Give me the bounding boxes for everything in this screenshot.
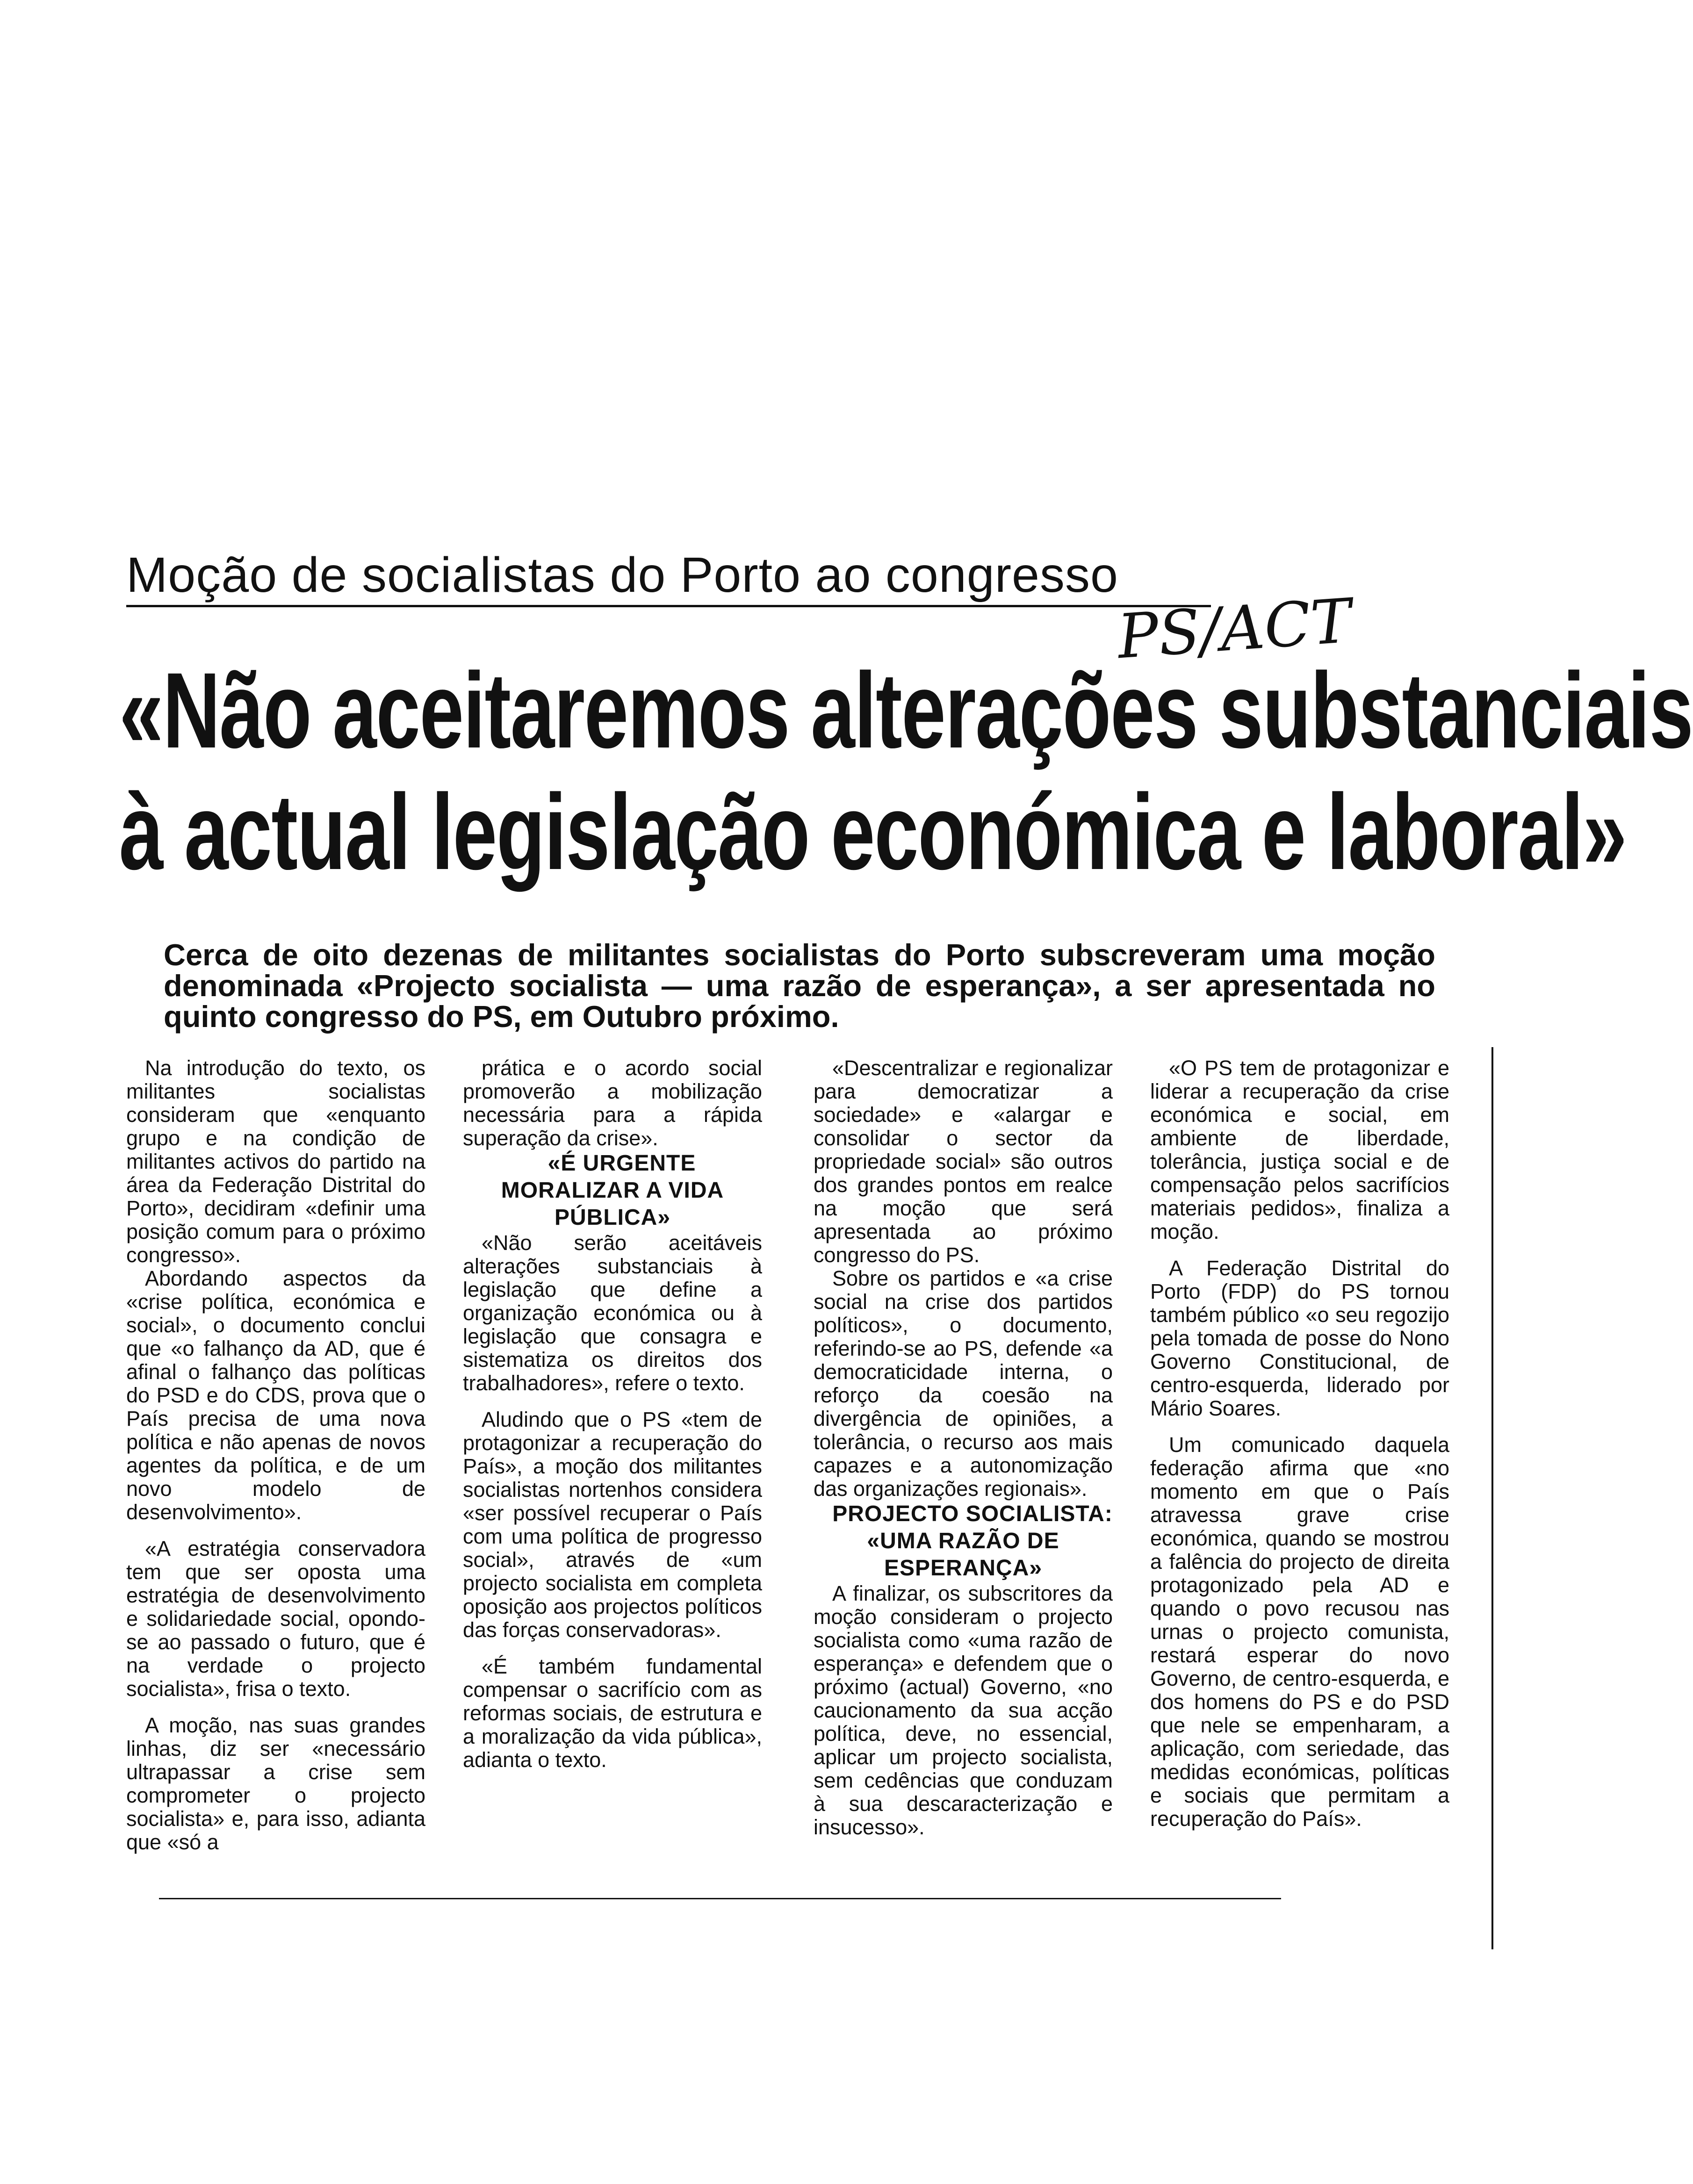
paragraph: «O PS tem de protagonizar e liderar a recuperação da crise económica e social, em ambiente de liberdade, tolerância, justiça social e de compensação pelos sacrifícios materiais pedidos», finaliza a moção. bbox=[1150, 1056, 1449, 1243]
paragraph: «Descentralizar e regionalizar para democratizar a sociedade» e «alargar e consolidar o sector da propriedade social» são outros dos grandes pontos em realce na moção que será apresentada ao próximo congresso do PS. bbox=[814, 1056, 1113, 1267]
paragraph: Abordando aspectos da «crise política, económica e social», o documento conclui que «o falhanço da AD, que é afinal o falhanço das políticas do PSD e do CDS, prova que o País precisa de uma nova política e não apenas de novos agentes da política, e de um novo modelo de desenvolvimento». bbox=[126, 1266, 425, 1524]
headline-line-2: à actual legislação económica e laboral» bbox=[119, 772, 1627, 892]
paragraph: «Não serão aceitáveis alterações substanciais à legislação que define a organização económica ou à legislação que consagra e sistematiza os direitos dos trabalhadores», refere o texto. bbox=[463, 1231, 762, 1395]
article-column-3 bbox=[814, 1056, 1113, 1839]
bottom-rule-left bbox=[159, 1898, 1281, 1899]
article-column-4 bbox=[1150, 1056, 1449, 1831]
paragraph: prática e o acordo social promoverão a mobilização necessária para a rápida superação da crise». bbox=[463, 1056, 762, 1150]
paragraph: A moção, nas suas grandes linhas, diz ser «necessário ultrapassar a crise sem comprometer o projecto socialista» e, para isso, adianta que «só a bbox=[126, 1713, 425, 1854]
paragraph: Um comunicado daquela federação afirma que «no momento em que o País atravessa grave crise económica, quando se mostrou a falência do projecto de direita protagonizado pela AD e quando o povo recusou nas urnas o projecto comunista, restará esperar do novo Governo, de centro-esquerda, e dos homens do PS e do PSD que nele se empenharam, a aplicação, com seriedade, das medidas económicas, políticas e sociais que permitam a recuperação do País». bbox=[1150, 1433, 1449, 1831]
headline-line-1: «Não aceitaremos alterações substanciais bbox=[119, 650, 1693, 770]
paragraph: A Federação Distrital do Porto (FDP) do PS tornou também público «o seu regozijo pela tomada de posse do Nono Governo Constitucional, de centro-esquerda, liderado por Mário Soares. bbox=[1150, 1256, 1449, 1420]
right-edge-rule bbox=[1491, 1047, 1493, 1949]
paragraph: «É também fundamental compensar o sacrifício com as reformas sociais, de estrutura e a moralização da vida pública», adianta o texto. bbox=[463, 1654, 762, 1772]
handwritten-note: PS/ACT bbox=[1115, 585, 1354, 673]
paragraph: Aludindo que o PS «tem de protagonizar a recuperação do País», a moção dos militantes socialistas nortenhos considera «ser possível recuperar o País com uma política de progresso social», através de «um projecto socialista em completa oposição aos projectos políticos das forças conservadoras». bbox=[463, 1408, 762, 1642]
article-column-1 bbox=[126, 1056, 425, 1854]
paragraph: «A estratégia conservadora tem que ser oposta uma estratégia de desenvolvimento e solidariedade social, opondo-se ao passado o futuro, que é na verdade o projecto socialista», frisa o texto. bbox=[126, 1537, 425, 1701]
article-column-2 bbox=[463, 1056, 762, 1772]
lead-paragraph: Cerca de oito dezenas de militantes socialistas do Porto subscreveram uma moção denominada «Projecto socialista — uma razão de esperança», a ser apresentada no quinto congresso do PS, em Outubro próximo. bbox=[164, 938, 1435, 1034]
paragraph: A finalizar, os subscritores da moção consideram o projecto socialista como «uma razão de esperança» e defendem que o próximo (actual) Governo, «no caucionamento da sua acção política, deve, no essencial, aplicar um projecto socialista, sem cedências que conduzam à sua descaracterização e insucesso». bbox=[814, 1581, 1113, 1839]
subheading-moralizar: «É URGENTE MORALIZAR A VIDA PÚBLICA» bbox=[501, 1151, 724, 1230]
kicker-title: Moção de socialistas do Porto ao congresso bbox=[126, 547, 1211, 607]
subheading-projecto-socialista: PROJECTO SOCIALISTA: «UMA RAZÃO DE ESPERANÇA» bbox=[832, 1502, 1113, 1581]
paragraph: Na introdução do texto, os militantes socialistas consideram que «enquanto grupo e na condição de militantes activos do partido na área da Federação Distrital do Porto», decidiram «definir uma posição comum para o próximo congresso». bbox=[126, 1056, 425, 1267]
paragraph: Sobre os partidos e «a crise social na crise dos partidos políticos», o documento, referindo-se ao PS, defende «a democraticidade interna, o reforço da coesão na divergência de opiniões, a tolerância, o recurso aos mais capazes e a autonomização das organizações regionais». bbox=[814, 1266, 1113, 1501]
